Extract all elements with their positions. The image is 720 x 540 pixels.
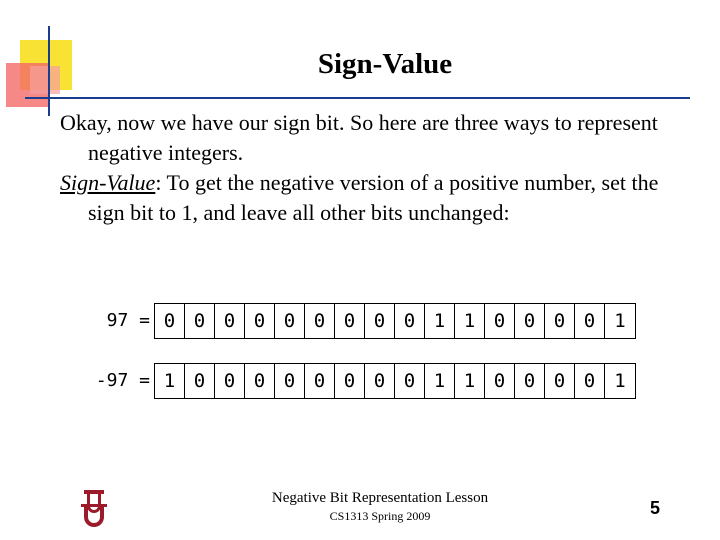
bit-cell: 0 (305, 364, 335, 398)
bit-cell: 1 (425, 364, 455, 398)
sign-bit-cell: 1 (155, 364, 185, 398)
bit-row-label: -97 = (95, 369, 150, 391)
bit-cell: 0 (215, 304, 245, 338)
bit-cell: 1 (425, 304, 455, 338)
bit-cell: 0 (335, 304, 365, 338)
bit-cell: 0 (485, 304, 515, 338)
bit-cell: 0 (365, 364, 395, 398)
bit-cell: 0 (245, 304, 275, 338)
bit-cell: 0 (185, 364, 215, 398)
sign-value-definition: : To get the negative version of a positive number, set the sign bit to 1, and leave all other bits unchanged: (88, 170, 659, 225)
bit-row-positive (60, 301, 636, 339)
bit-cell: 0 (575, 304, 605, 338)
bit-cell: 0 (155, 304, 185, 338)
footer-course: CS1313 Spring 2009 (329, 509, 431, 523)
bit-box (154, 363, 636, 399)
bit-cell: 1 (455, 364, 485, 398)
paragraph-intro: Okay, now we have our sign bit. So here are three ways to represent negative integers. (60, 110, 658, 165)
bit-box (154, 303, 636, 339)
bit-cell: 0 (515, 364, 545, 398)
page-number: 5 (649, 498, 660, 518)
bit-row-negative (60, 361, 636, 399)
bit-cell: 0 (545, 364, 575, 398)
bit-cell: 0 (395, 304, 425, 338)
bit-cell: 0 (335, 364, 365, 398)
bit-cell: 0 (185, 304, 215, 338)
bit-cell: 1 (455, 304, 485, 338)
bit-cell: 0 (575, 364, 605, 398)
bit-cell: 0 (215, 364, 245, 398)
bit-cell: 0 (245, 364, 275, 398)
bit-cell: 0 (515, 304, 545, 338)
bit-cell: 0 (275, 304, 305, 338)
bit-cell: 0 (545, 304, 575, 338)
footer-lesson-title: Negative Bit Representation Lesson (271, 490, 489, 506)
bit-row-label: 97 = (106, 309, 150, 331)
ou-logo-icon (78, 486, 110, 528)
bit-cell: 0 (275, 364, 305, 398)
bit-cell: 1 (614, 310, 626, 332)
slide-body (60, 108, 700, 228)
sign-value-term: Sign-Value (60, 170, 156, 195)
bit-cell: 1 (614, 370, 626, 392)
bit-cell: 0 (485, 364, 515, 398)
bit-cell: 0 (365, 304, 395, 338)
bit-cell: 0 (395, 364, 425, 398)
paragraph-sign-value (60, 168, 700, 228)
title-divider-line (25, 97, 690, 99)
bit-cell: 0 (305, 304, 335, 338)
slide-title: Sign-Value (317, 48, 453, 80)
